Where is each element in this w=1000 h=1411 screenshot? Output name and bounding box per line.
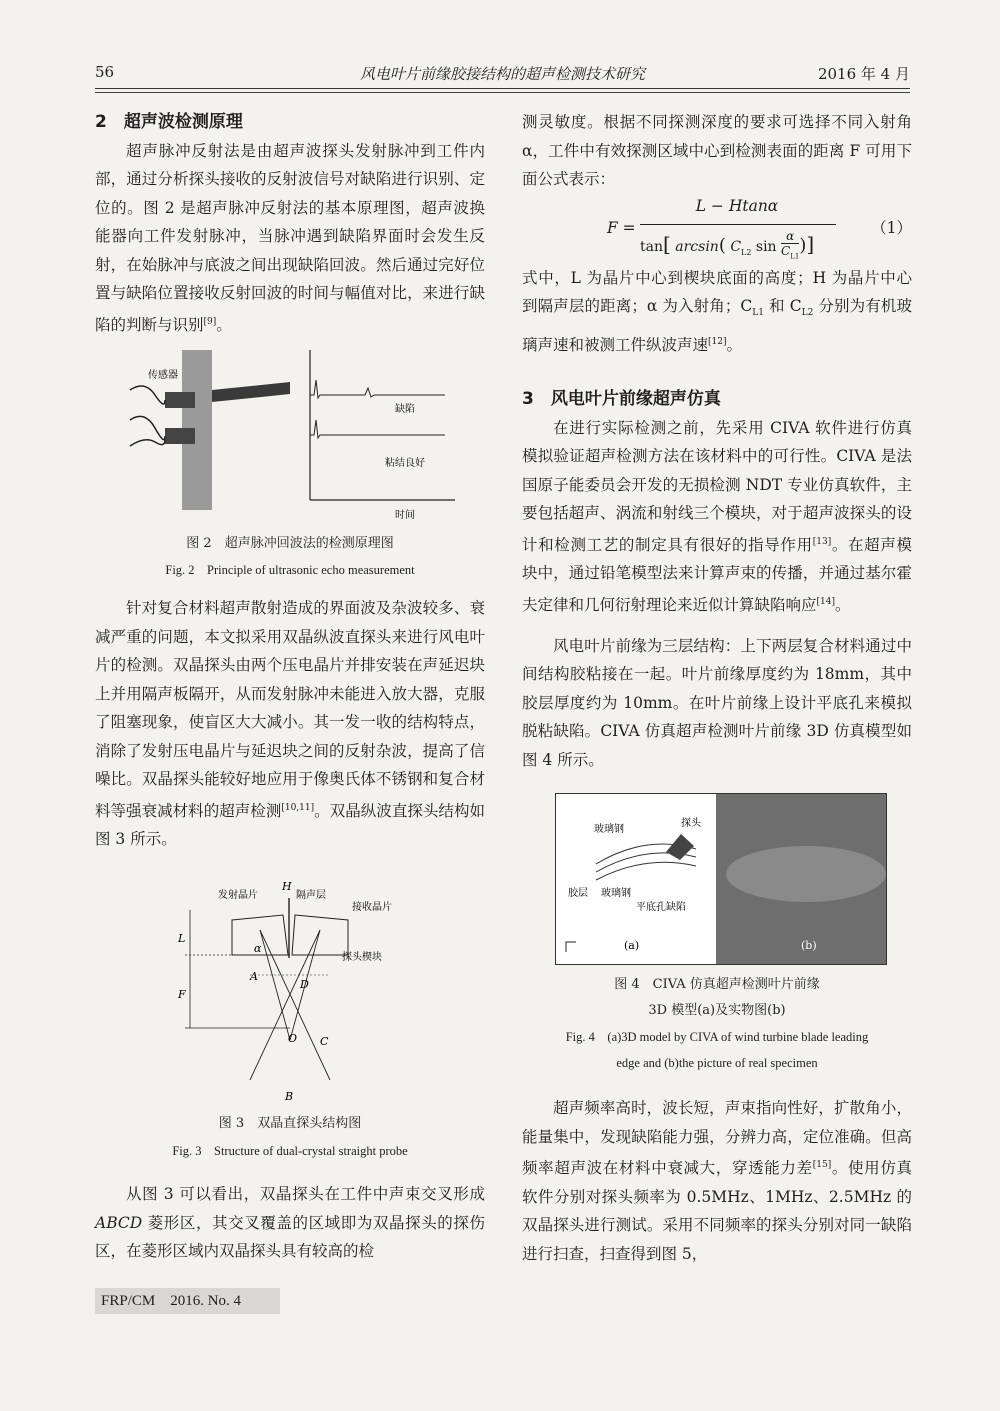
right-column — [522, 108, 912, 774]
journal-article-title: 风电叶片前缘胶接结构的超声检测技术研究 — [359, 65, 645, 83]
left-column — [95, 108, 485, 339]
label-glue-layer: 胶层 — [568, 888, 588, 899]
eq-fraction-bar — [640, 224, 836, 225]
beam-line-1 — [260, 930, 330, 1080]
running-header — [95, 63, 910, 87]
label-receive-crystal: 接收晶片 — [352, 902, 392, 913]
label-b: (b) — [801, 939, 817, 952]
label-B: B — [285, 1090, 294, 1103]
label-C: C — [320, 1035, 329, 1048]
label-flat-hole: 平底孔缺陷 — [636, 902, 686, 913]
section-2-heading: 2 超声波检测原理 — [95, 112, 243, 132]
equation-1 — [522, 194, 912, 264]
left-column-bottom — [95, 1180, 485, 1266]
specimen-ridge — [726, 846, 886, 902]
label-H: H — [282, 880, 292, 893]
paragraph-blade-structure: 风电叶片前缘为三层结构：上下两层复合材料通过中间结构胶粘接在一起。叶片前缘厚度约为 18mm，其中胶层厚度约为 10mm。在叶片前缘上设计平底孔来模拟脱粘缺陷。CIVA 仿真超声检测叶片前缘 3D 仿真模型如图 4 所示。 — [522, 636, 912, 769]
label-A: A — [250, 970, 258, 983]
label-O: O — [288, 1032, 298, 1045]
paragraph-pulse-echo: 超声脉冲反射法是由超声波探头发射脉冲到工件内部，通过分析探头接收的反射波信号对缺陷进行识别、定位的。图 2 是超声脉冲反射法的基本原理图，超声波换能器向工件发射脉冲，当脉冲遇到缺陷界面时会发生反射，在始脉冲与底波之间出现缺陷回波。然后通过完好位置与缺陷位置接收反射回波的时间与幅值对比，来进行缺陷的判断与识别[9]。 — [95, 141, 485, 334]
label-good-bond: 粘结良好 — [385, 458, 425, 469]
label-barrier: 隔声层 — [296, 890, 326, 901]
axes-mark — [566, 942, 576, 952]
transducer-2 — [165, 428, 195, 444]
header-rule-thin — [95, 92, 910, 93]
fig4-caption-en-1: Fig. 4 (a)3D model by CIVA of wind turbine blade leading — [565, 1030, 869, 1044]
signal-wire-1 — [130, 386, 165, 404]
page-number: 56 — [95, 63, 115, 81]
fig2-caption-cn: 图 2 超声脉冲回波法的检测原理图 — [186, 536, 394, 551]
fig2-caption-en: Fig. 2 Principle of ultrasonic echo measurement — [165, 563, 415, 577]
eq-lhs: F = — [607, 218, 636, 237]
fig4-caption-cn-1: 图 4 CIVA 仿真超声检测叶片前缘 — [614, 977, 820, 992]
fig3-caption-cn: 图 3 双晶直探头结构图 — [218, 1116, 362, 1131]
label-defect-echo: 缺陷 — [395, 404, 415, 415]
echo-trace-good — [310, 420, 445, 438]
probe-shape — [666, 834, 694, 860]
paragraph-civa: 在进行实际检测之前，先采用 CIVA 软件进行仿真模拟验证超声检测方法在该材料中的可行性。CIVA 是法国原子能委员会开发的无损检测 NDT 专业仿真软件，主要包括超声、涡流和射线三个模块，对于超声波探头的设计和检测工艺的制定具有很好的指导作用[13]。在超声模块中，通过铅笔模型法来计算声束的传播，并通过基尔霍夫定律和几何衍射理论来近似计算缺陷响应[14]。 — [522, 418, 912, 615]
receive-crystal — [292, 915, 348, 955]
label-wedge: 探头楔块 — [342, 952, 382, 963]
label-a: (a) — [624, 939, 640, 952]
label-sensor: 传感器 — [148, 370, 178, 381]
fig4-diagram — [556, 794, 886, 964]
section-3-heading: 3 风电叶片前缘超声仿真 — [522, 389, 721, 410]
eq-numerator: L − Htanα — [695, 196, 779, 215]
label-F: F — [178, 988, 186, 1001]
fig3-diagram — [170, 880, 410, 1108]
fig4-caption-en-2: edge and (b)the picture of real specimen — [616, 1056, 818, 1070]
fig3-caption-en: Fig. 3 Structure of dual-crystal straight probe — [172, 1144, 408, 1158]
header-rule — [95, 88, 910, 89]
left-column-cont — [95, 594, 485, 854]
echo-trace-defect — [310, 380, 445, 398]
label-transmit-crystal: 发射晶片 — [218, 890, 258, 901]
label-L: L — [178, 932, 186, 945]
label-frp-top: 玻璃钢 — [594, 824, 624, 835]
figure-2 — [110, 350, 470, 525]
label-probe: 探头 — [681, 818, 701, 829]
eq-denominator: tan[ arcsin( $C_{L2}$ $\sin \frac{\alpha}{C_{L1}}$)] — [640, 230, 840, 267]
footer-journal-issue: FRP/CM 2016. No. 4 — [95, 1288, 280, 1314]
transducer-1 — [165, 392, 195, 408]
figure-4 — [555, 793, 887, 965]
paragraph-equation-explanation: 式中，L 为晶片中心到楔块底面的高度；H 为晶片中心到隔声层的距离；α 为入射角；$C_{L1}$ 和 $C_{L2}$ 分别为有机玻璃声速和被测工件纵波声速[12]。 — [522, 268, 913, 354]
right-column-bottom — [522, 1094, 912, 1268]
paragraph-abcd-zone: 从图 3 可以看出，双晶探头在工件中声束交叉形成 ABCD 菱形区，其交叉覆盖的区域即为双晶探头的探伤区，在菱形区域内双晶探头具有较高的检 — [95, 1185, 485, 1260]
fig2-diagram — [110, 350, 470, 525]
signal-wire-2 — [130, 416, 165, 439]
label-frp-bottom: 玻璃钢 — [601, 888, 631, 899]
paragraph-continued: 测灵敏度。根据不同探测深度的要求可选择不同入射角 α，工件中有效探测区域中心到检测表面的距离 F 可用下面公式表示： — [522, 113, 912, 188]
label-time: 时间 — [395, 510, 415, 521]
paragraph-frequency: 超声频率高时，波长短，声束指向性好，扩散角小，能量集中，发现缺陷能力强，分辨力高，定位准确。但高频率超声波在材料中衰减大，穿透能力差[15]。使用仿真软件分别对探头频率为 0.5MHz、1MHz、2.5MHz 的双晶探头进行测试。采用不同频率的探头分别对同一缺陷进行扫查，扫查得到图 5， — [522, 1099, 912, 1263]
eq-number: （1） — [871, 218, 912, 237]
fig4-caption-cn-2: 3D 模型(a)及实物图(b) — [648, 1003, 786, 1018]
signal-wire-3 — [130, 440, 165, 446]
defect-beam — [212, 382, 290, 402]
label-alpha: α — [254, 942, 262, 955]
figure-3 — [170, 880, 410, 1108]
label-D: D — [300, 978, 309, 991]
paragraph-dual-crystal: 针对复合材料超声散射造成的界面波及杂波较多、衰减严重的问题，本文拟采用双晶纵波直探头来进行风电叶片的检测。双晶探头由两个压电晶片并排安装在声延迟块上并用隔声板隔开，从而发射脉冲未能进入放大器，克服了阻塞现象，使盲区大大减小。其一发一收的结构特点，消除了发射压电晶片与延迟块之间的反射杂波，提高了信噪比。双晶探头能较好地应用于像奥氏体不锈钢和复合材料等强衰减材料的超声检测[10,11]。双晶纵波直探头结构如图 3 所示。 — [95, 599, 485, 849]
issue-date: 2016 年 4 月 — [817, 65, 910, 83]
